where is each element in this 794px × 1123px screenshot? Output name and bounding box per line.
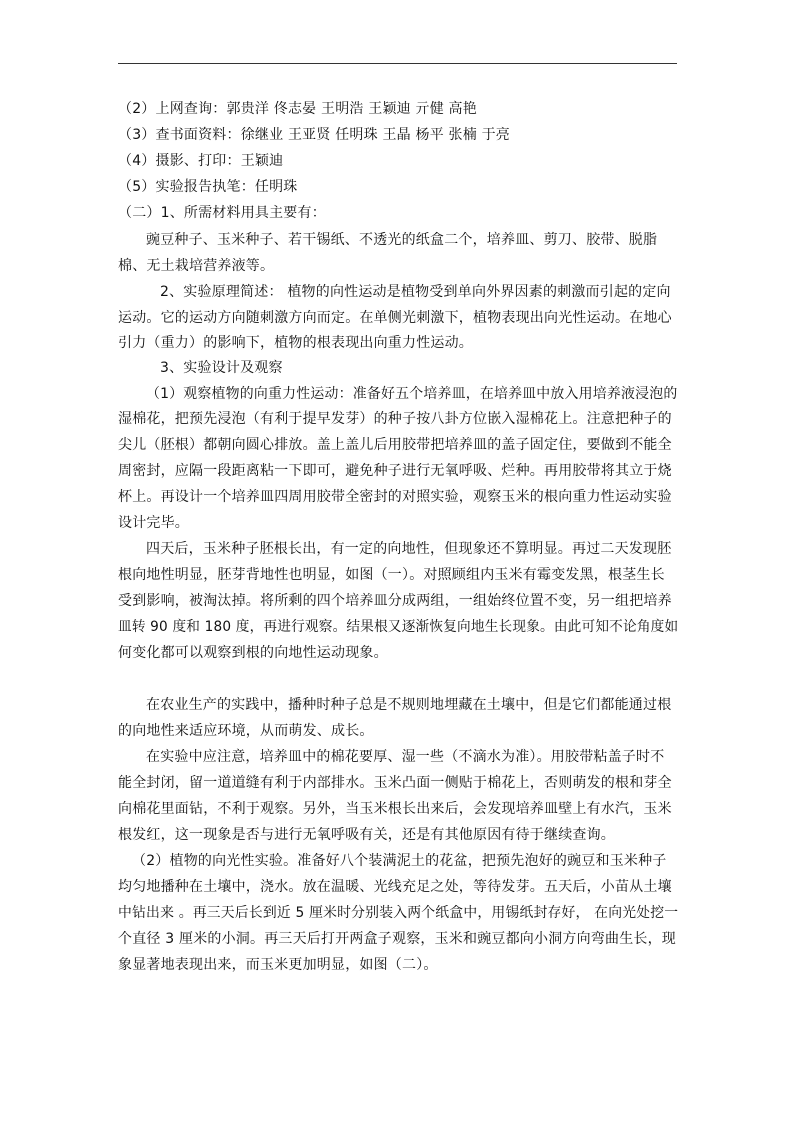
paragraph-line: 向棉花里面钻，不利于观察。另外，当玉米根长出来后，会发现培养皿壁上有水汽，玉米 — [118, 801, 672, 817]
member-line-books: （3）查书面资料：徐继业 王亚贤 任明珠 王晶 杨平 张楠 于亮 — [118, 127, 511, 143]
member-line-writer: （5）实验报告执笔：任明珠 — [118, 179, 298, 195]
paragraph-line: 杯上。再设计一个培养皿四周用胶带全密封的对照实验，观察玉米的根向重力性运动实验 — [118, 489, 672, 505]
paragraph-line: 在实验中应注意，培养皿中的棉花要厚、湿一些（不滴水为准）。用胶带粘盖子时不 — [146, 749, 665, 765]
paragraph-line: 能全封闭，留一道道缝有利于内部排水。玉米凸面一侧贴于棉花上，否则萌发的根和芽全 — [118, 775, 672, 791]
paragraph-line: 豌豆种子、玉米种子、若干锡纸、不透光的纸盒二个，培养皿、剪刀、胶带、脱脂 — [146, 232, 658, 248]
paragraph-line: 个直径 3 厘米的小洞。再三天后打开两盒子观察，玉米和豌豆都向小洞方向弯曲生长，现 — [118, 931, 677, 947]
paragraph-line: 周密封，应隔一段距离粘一下即可，避免种子进行无氧呼吸、烂种。再用胶带将其立于烧 — [118, 463, 672, 479]
paragraph-line: 中钻出来 。再三天后长到近 5 厘米时分别装入两个纸盒中，用锡纸封存好， 在向光处挖一 — [118, 905, 679, 921]
paragraph-line: （1）观察植物的向重力性运动：准备好五个培养皿，在培养皿中放入用培养液浸泡的 — [146, 386, 678, 402]
paragraph-line: 何变化都可以观察到根的向地性运动现象。 — [118, 645, 388, 661]
paragraph-line: 皿转 90 度和 180 度，再进行观察。结果根又逐渐恢复向地生长现象。由此可知不论角度如 — [118, 619, 679, 635]
section-heading-materials: （二）1、所需材料用具主要有： — [118, 205, 326, 221]
member-line-photo: （4）摄影、打印：王颖迪 — [118, 153, 284, 169]
paragraph-line: 均匀地播种在土壤中，浇水。放在温暖、光线充足之处，等待发芽。五天后，小苗从土壤 — [118, 879, 672, 895]
paragraph-line: 象显著地表现出来，而玉米更加明显，如图（二）。 — [118, 957, 438, 973]
paragraph-line: 湿棉花，把预先浸泡（有利于提早发芽）的种子按八卦方位嵌入湿棉花上。注意把种子的 — [118, 411, 672, 427]
paragraph-line: 棉、无土栽培营养液等。 — [118, 258, 275, 274]
paragraph-line: 在农业生产的实践中，播种时种子总是不规则地埋藏在土壤中，但是它们都能通过根 — [146, 697, 672, 713]
paragraph-line: 四天后，玉米种子胚根长出，有一定的向地性，但现象还不算明显。再过二天发现胚 — [146, 541, 672, 557]
paragraph-line: 受到影响，被淘汰掉。将所剩的四个培养皿分成两组，一组始终位置不变，另一组把培养 — [118, 593, 672, 609]
paragraph-line: 引力（重力）的影响下，植物的根表现出向重力性运动。 — [118, 335, 473, 351]
paragraph-line: 运动。它的运动方向随刺激方向而定。在单侧光刺激下，植物表现出向光性运动。在地心 — [118, 310, 672, 326]
section-heading-principle: 2、实验原理简述： 植物的向性运动是植物受到单向外界因素的刺激而引起的定向 — [160, 284, 671, 300]
paragraph-line: 根向地性明显，胚芽背地性也明显，如图（一）。对照顾组内玉米有霉变发黑，根茎生长 — [118, 567, 665, 583]
paragraph-line: 根发红，这一现象是否与进行无氧呼吸有关，还是有其他原因有待于继续查询。 — [118, 827, 615, 843]
paragraph-line: 尖儿（胚根）都朝向圆心排放。盖上盖儿后用胶带把培养皿的盖子固定住，要做到不能全 — [118, 437, 672, 453]
section-heading-design: 3、实验设计及观察 — [160, 360, 283, 376]
member-line-online-search: （2）上网查询：郭贵洋 佟志晏 王明浩 王颖迪 亓健 高艳 — [118, 101, 477, 117]
paragraph-line: 的向地性来适应环境，从而萌发、成长。 — [118, 723, 374, 739]
paragraph-line: 设计完毕。 — [118, 515, 189, 531]
paragraph-line: （2）植物的向光性实验。准备好八个装满泥土的花盆，把预先泡好的豌豆和玉米种子 — [132, 853, 667, 869]
